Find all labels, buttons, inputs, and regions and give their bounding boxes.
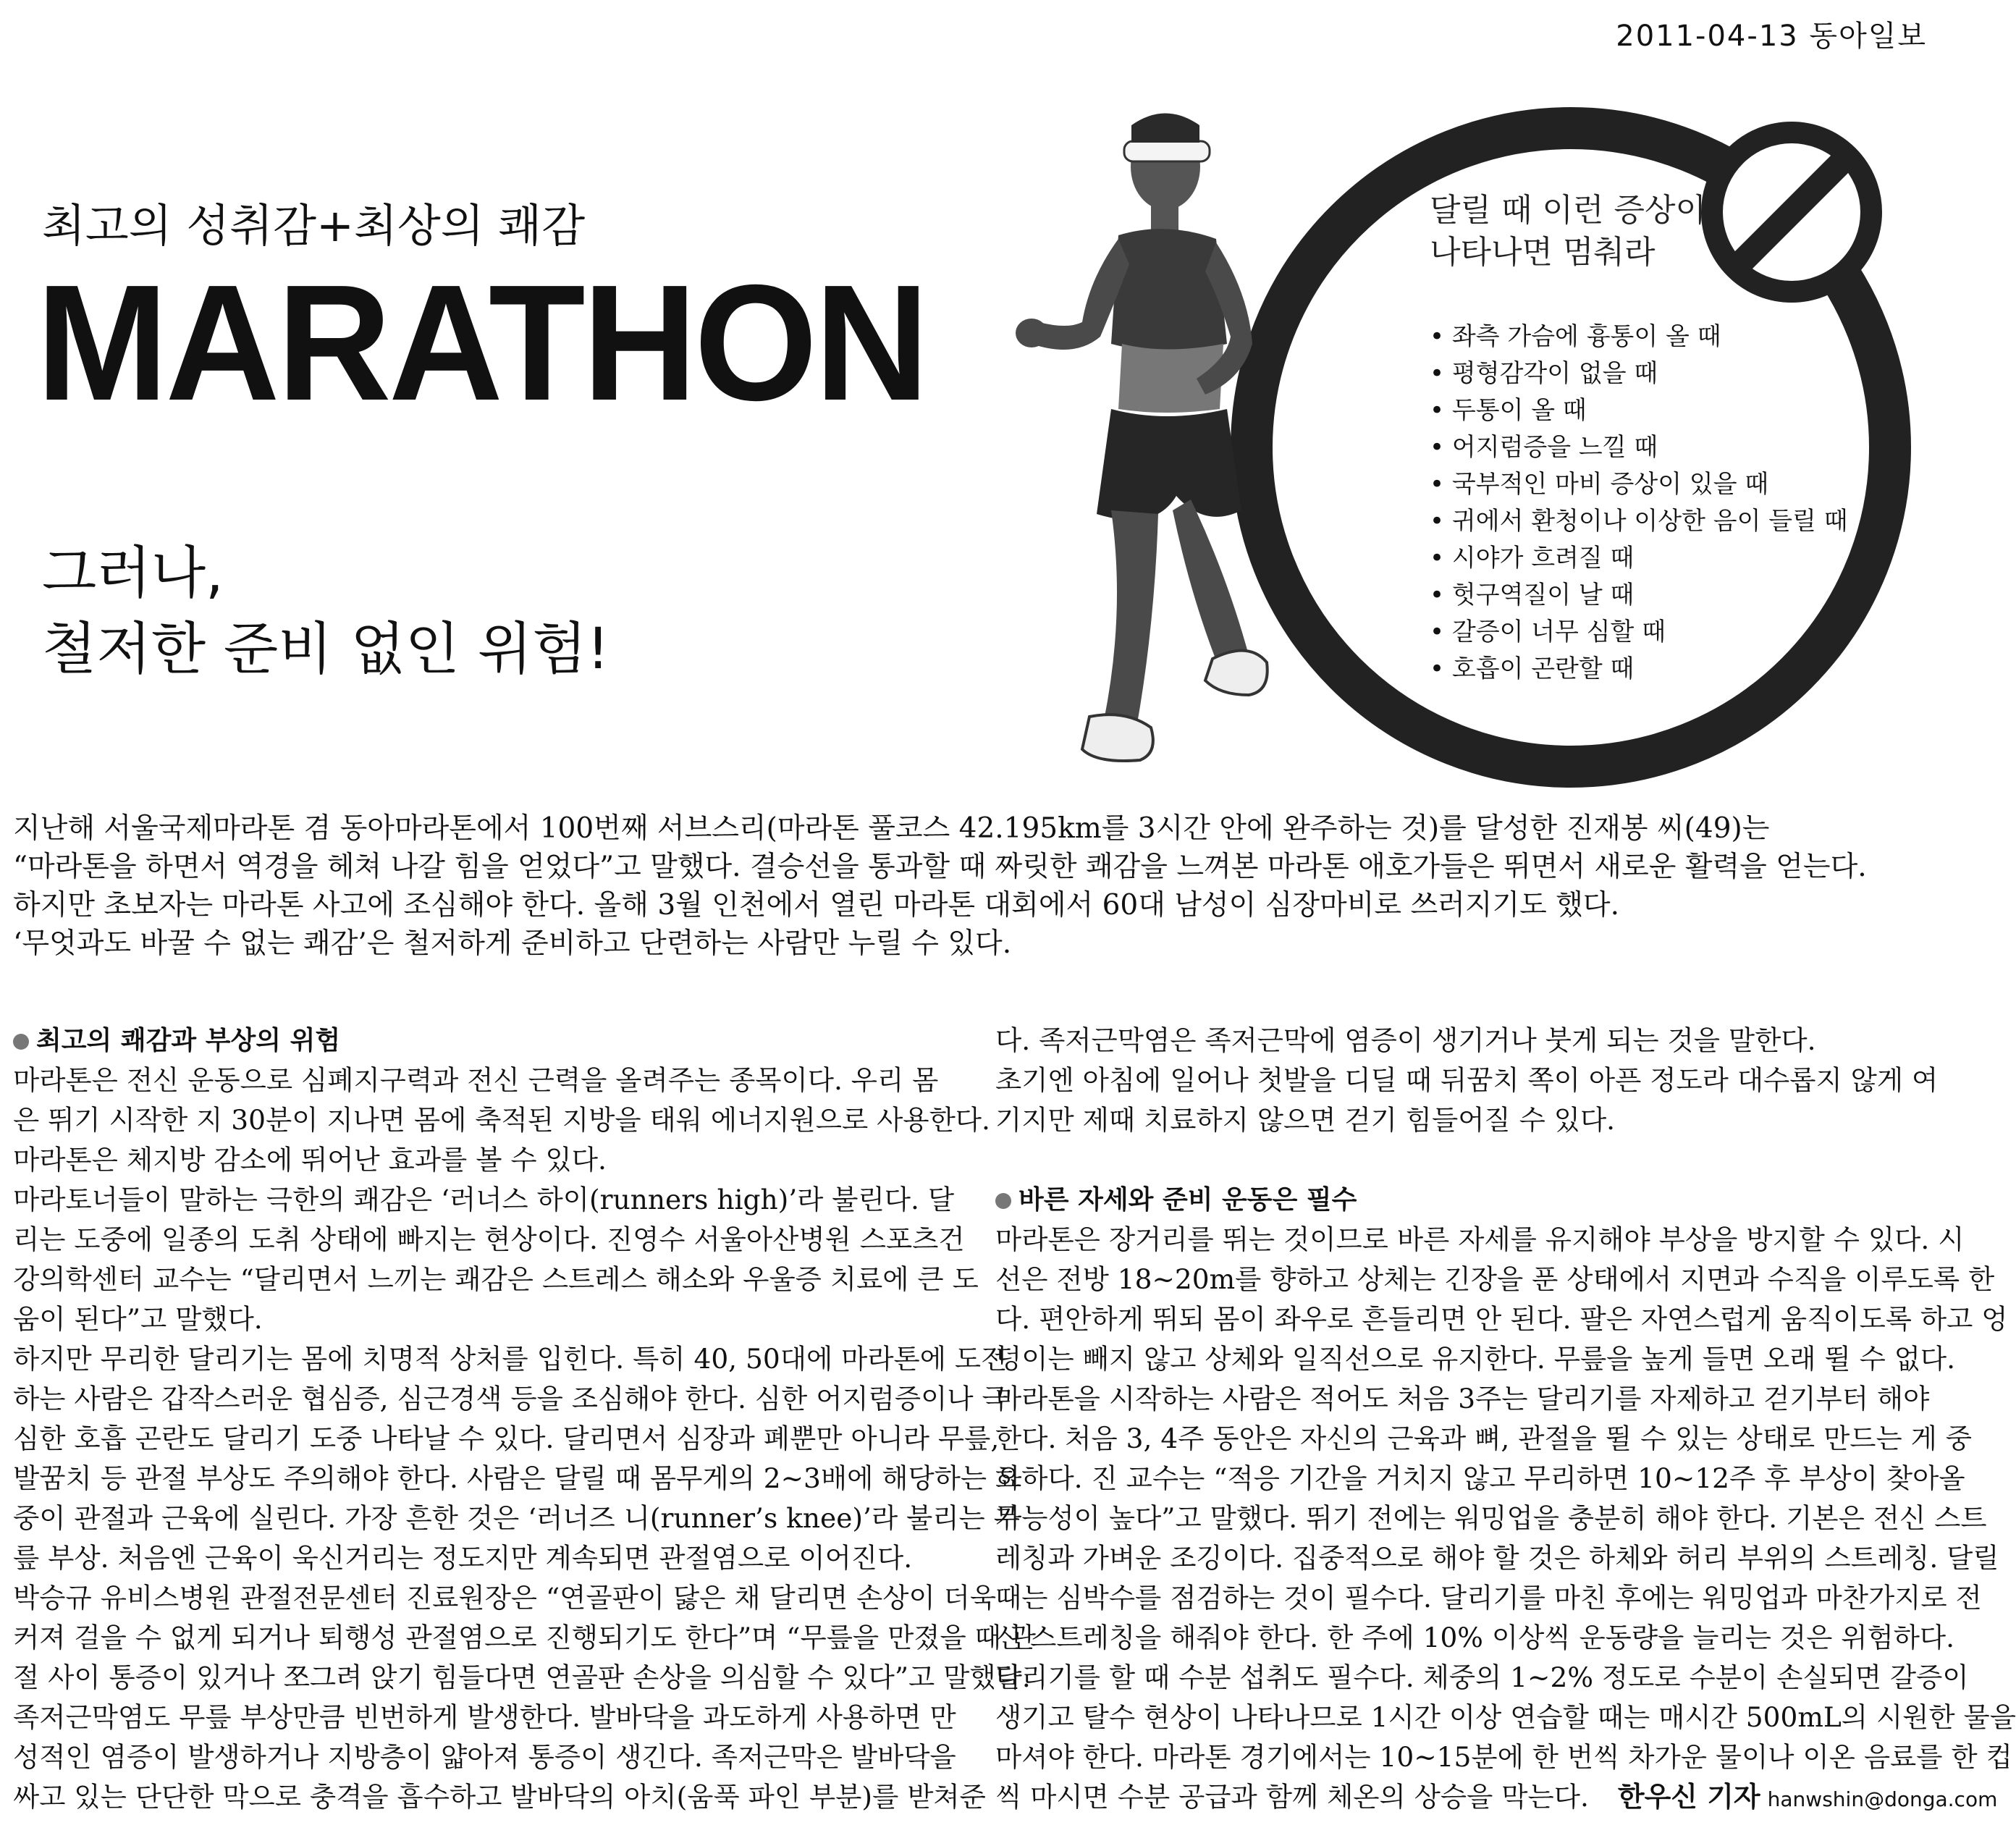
lead-line: 하지만 초보자는 마라톤 사고에 조심해야 한다. 올해 3월 인천에서 열린 마라톤 대회에서 60대 남성이 심장마비로 쓰러지기도 했다.	[13, 889, 1619, 922]
bullet-icon	[13, 1034, 29, 1050]
left-column	[13, 1021, 1037, 1817]
body-line: 은 뛰기 시작한 지 30분이 지나면 몸에 축적된 지방을 태워 에너지원으로 사용한다.	[13, 1104, 990, 1136]
body-line: 중이 관절과 근육에 실린다. 가장 흔한 것은 ‘러너즈 니(runner’s knee)’라 불리는 무	[13, 1502, 1020, 1534]
symptom-item: • 귀에서 환청이나 이상한 음이 들릴 때	[1430, 503, 1848, 540]
body-line: 생기고 탈수 현상이 나타나므로 1시간 이상 연습할 때는 매시간 500mL의 시원한 물을	[995, 1701, 2016, 1733]
bullet-icon	[995, 1193, 1011, 1209]
lead-line: 지난해 서울국제마라톤 겸 동아마라톤에서 100번째 서브스리(마라톤 풀코스 42.195km를 3시간 안에 완주하는 것)를 달성한 진재봉 씨(49)는	[13, 812, 1770, 845]
body-line: 박승규 유비스병원 관절전문센터 진료원장은 “연골판이 닳은 채 달리면 손상이 더욱	[13, 1582, 997, 1614]
circle-title-line: 나타나면 멈춰라	[1430, 234, 1656, 271]
body-line: 마라톤을 시작하는 사람은 적어도 처음 3주는 달리기를 자제하고 걷기부터 해야	[995, 1383, 1930, 1415]
body-line: 성적인 염증이 발생하거나 지방층이 얇아져 통증이 생긴다. 족저근막은 발바닥을	[13, 1741, 956, 1773]
symptom-item: • 시야가 흐려질 때	[1430, 540, 1848, 577]
body-line: 하지만 무리한 달리기는 몸에 치명적 상처를 입힌다. 특히 40, 50대에 마라톤에 도전	[13, 1343, 1008, 1375]
lead-paragraph	[13, 809, 1924, 963]
lead-line: ‘무엇과도 바꿀 수 없는 쾌감’은 철저하게 준비하고 단련하는 사람만 누릴 수 있다.	[13, 927, 1012, 960]
body-line: 절 사이 통증이 있거나 쪼그려 앉기 힘들다면 연골판 손상을 의심할 수 있다”고 말했다.	[13, 1661, 1031, 1693]
body-line: 다. 족저근막염은 족저근막에 염증이 생기거나 붓게 되는 것을 말한다.	[995, 1024, 1816, 1056]
body-line: 기지만 제때 치료하지 않으면 걷기 힘들어질 수 있다.	[995, 1104, 1616, 1136]
symptom-item: • 갈증이 너무 심할 때	[1430, 614, 1848, 651]
dateline: 2011-04-13 동아일보	[1616, 20, 1927, 53]
section-heading	[995, 1180, 1936, 1220]
body-line-last	[995, 1777, 1998, 1819]
runner-illustration	[1010, 105, 1328, 778]
body-line: 하는 사람은 갑작스러운 협심증, 심근경색 등을 조심해야 한다. 심한 어지럼증이나 극	[13, 1383, 1008, 1415]
section-heading	[13, 1021, 954, 1061]
subhead-line: 철저한 준비 없인 위험!	[42, 617, 610, 683]
subhead	[42, 536, 610, 688]
body-line: 달리기를 할 때 수분 섭취도 필수다. 체중의 1~2% 정도로 수분이 손실되면 갈증이	[995, 1661, 1969, 1693]
body-line: 선은 전방 18~20m를 향하고 상체는 긴장을 푼 상태에서 지면과 수직을 이루도록 한	[995, 1263, 1995, 1295]
body-line: 릎 부상. 처음엔 근육이 욱신거리는 정도지만 계속되면 관절염으로 이어진다.	[13, 1542, 913, 1574]
body-line: 리는 도중에 일종의 도취 상태에 빠지는 현상이다. 진영수 서울아산병원 스포츠건	[13, 1223, 965, 1255]
body-line: 심한 호흡 곤란도 달리기 도중 나타날 수 있다. 달리면서 심장과 폐뿐만 아니라 무릎,	[13, 1423, 1000, 1454]
body-line: 초기엔 아침에 일어나 첫발을 디딜 때 뒤꿈치 쪽이 아픈 정도라 대수롭지 않게 여	[995, 1064, 1939, 1096]
symptom-item: • 좌측 가슴에 흉통이 올 때	[1430, 319, 1848, 355]
body-line: 강의학센터 교수는 “달리면서 느끼는 쾌감은 스트레스 해소와 우울증 치료에 큰 도	[13, 1263, 979, 1295]
kicker: 최고의 성취감+최상의 쾌감	[42, 199, 586, 252]
lead-line: “마라톤을 하면서 역경을 헤쳐 나갈 힘을 얻었다”고 말했다. 결승선을 통과할 때 짜릿한 쾌감을 느껴본 마라톤 애호가들은 뛰면서 새로운 활력을 얻는다.	[13, 851, 1867, 883]
body-line: 신 스트레칭을 해줘야 한다. 한 주에 10% 이상씩 운동량을 늘리는 것은 위험하다.	[995, 1622, 1955, 1653]
body-line: 마셔야 한다. 마라톤 경기에서는 10~15분에 한 번씩 차가운 물이나 이온 음료를 한 컵	[995, 1741, 2012, 1773]
body-line: 요하다. 진 교수는 “적응 기간을 거치지 않고 무리하면 10~12주 후 부상이 찾아올	[995, 1462, 1965, 1494]
body-line: 마라톤은 전신 운동으로 심폐지구력과 전신 근력을 올려주는 종목이다. 우리 몸	[13, 1064, 939, 1096]
symptom-list	[1430, 319, 1848, 688]
byline: 한우신 기자	[1617, 1781, 1760, 1813]
body-line: 커져 걸을 수 없게 되거나 퇴행성 관절염으로 진행되기도 한다”며 “무릎을 만졌을 때 관	[13, 1622, 1037, 1653]
symptom-item: • 두통이 올 때	[1430, 392, 1848, 429]
body-line: 마라톤은 체지방 감소에 뛰어난 효과를 볼 수 있다.	[13, 1144, 607, 1176]
body-line: 족저근막염도 무릎 부상만큼 빈번하게 발생한다. 발바닥을 과도하게 사용하면 만	[13, 1701, 956, 1733]
body-line: 다. 편안하게 뛰되 몸이 좌우로 흔들리면 안 된다. 팔은 자연스럽게 움직이도록 하고 엉	[995, 1303, 2008, 1335]
body-line: 움이 된다”고 말했다.	[13, 1303, 263, 1335]
body-line: 가능성이 높다”고 말했다. 뛰기 전에는 워밍업을 충분히 해야 한다. 기본은 전신 스트	[995, 1502, 1987, 1534]
symptom-item: • 국부적인 마비 증상이 있을 때	[1430, 466, 1848, 503]
section-heading-text: 최고의 쾌감과 부상의 위험	[36, 1026, 341, 1055]
body-line: 레칭과 가벼운 조깅이다. 집중적으로 해야 할 것은 하체와 허리 부위의 스트레칭. 달릴	[995, 1542, 1999, 1574]
right-column	[995, 1021, 2016, 1819]
symptom-item: • 헛구역질이 날 때	[1430, 577, 1848, 614]
symptom-item: • 평형감각이 없을 때	[1430, 355, 1848, 392]
circle-title-line: 달릴 때 이런 증상이	[1430, 192, 1706, 229]
circle-title	[1430, 190, 1706, 274]
symptom-item: • 호흡이 곤란할 때	[1430, 651, 1848, 688]
body-line: 마라토너들이 말하는 극한의 쾌감은 ‘러너스 하이(runners high)’라 불린다. 달	[13, 1184, 955, 1215]
subhead-line: 그러나,	[42, 541, 224, 606]
byline-email: hanwshin@donga.com	[1767, 1787, 1998, 1811]
stop-sign-icon	[1701, 122, 1882, 303]
symptom-item: • 어지럼증을 느낄 때	[1430, 429, 1848, 466]
body-line: 때는 심박수를 점검하는 것이 필수다. 달리기를 마친 후에는 워밍업과 마찬가지로 전	[995, 1582, 1982, 1614]
body-line: 덩이는 빼지 않고 상체와 일직선으로 유지한다. 무릎을 높게 들면 오래 뛸 수 없다.	[995, 1343, 1956, 1375]
body-line: 한다. 처음 3, 4주 동안은 자신의 근육과 뼈, 관절을 뛸 수 있는 상태로 만드는 게 중	[995, 1423, 1973, 1454]
section-heading-text: 바른 자세와 준비 운동은 필수	[1018, 1185, 1357, 1215]
body-line: 싸고 있는 단단한 막으로 충격을 흡수하고 발바닥의 아치(움푹 파인 부분)를 받쳐준	[13, 1781, 986, 1813]
body-line: 마라톤은 장거리를 뛰는 것이므로 바른 자세를 유지해야 부상을 방지할 수 있다. 시	[995, 1223, 1965, 1255]
body-line: 발꿈치 등 관절 부상도 주의해야 한다. 사람은 달릴 때 몸무게의 2~3배에 해당하는 하	[13, 1462, 1022, 1494]
last-line-text: 씩 마시면 수분 공급과 함께 체온의 상승을 막는다.	[995, 1781, 1589, 1813]
headline: MARATHON	[36, 251, 927, 435]
